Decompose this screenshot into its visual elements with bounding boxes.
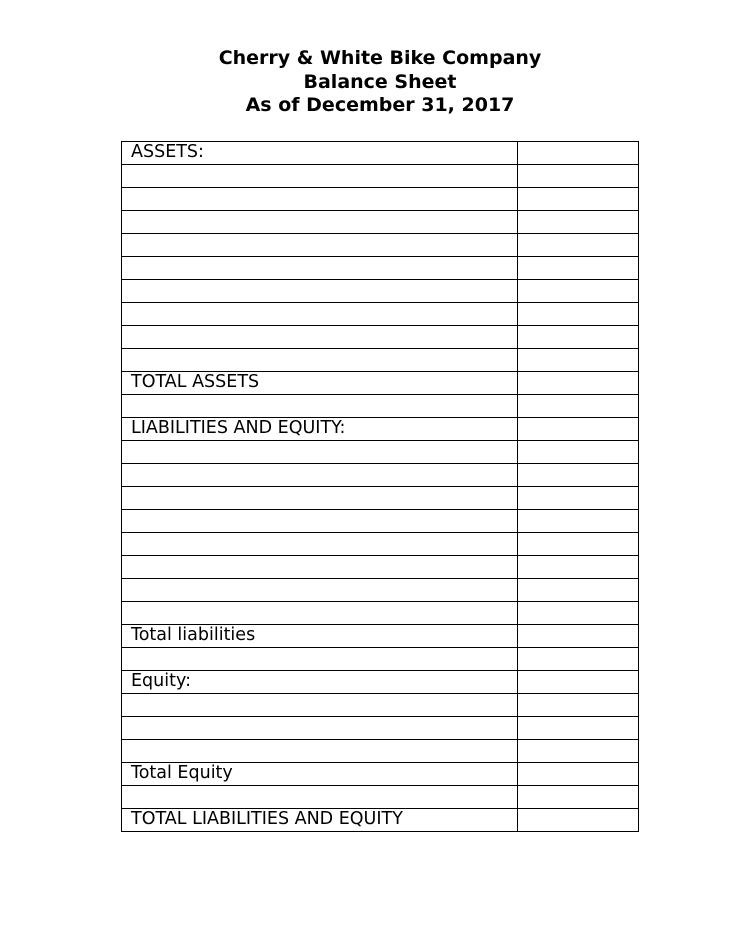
row-label: LIABILITIES AND EQUITY:	[122, 418, 518, 441]
row-amount	[518, 395, 639, 418]
row-amount	[518, 556, 639, 579]
row-amount	[518, 211, 639, 234]
table-row	[122, 786, 639, 809]
row-amount	[518, 763, 639, 786]
row-amount	[518, 809, 639, 832]
row-label	[122, 556, 518, 579]
row-amount	[518, 786, 639, 809]
table-row	[122, 372, 639, 395]
row-amount	[518, 280, 639, 303]
row-label	[122, 717, 518, 740]
table-row	[122, 694, 639, 717]
row-label	[122, 740, 518, 763]
row-label	[122, 395, 518, 418]
row-amount	[518, 142, 639, 165]
table-row	[122, 533, 639, 556]
row-label	[122, 257, 518, 280]
row-label: Total Equity	[122, 763, 518, 786]
table-row	[122, 763, 639, 786]
row-amount	[518, 303, 639, 326]
table-row	[122, 717, 639, 740]
row-label	[122, 326, 518, 349]
row-amount	[518, 372, 639, 395]
table-row	[122, 303, 639, 326]
table-row	[122, 602, 639, 625]
statement-heading	[0, 47, 751, 118]
row-label	[122, 165, 518, 188]
row-label	[122, 533, 518, 556]
row-label: ASSETS:	[122, 142, 518, 165]
row-amount	[518, 188, 639, 211]
table-row	[122, 487, 639, 510]
row-amount	[518, 717, 639, 740]
row-amount	[518, 579, 639, 602]
row-label	[122, 211, 518, 234]
company-name: Cherry & White Bike Company	[218, 47, 542, 69]
row-amount	[518, 418, 639, 441]
table-row	[122, 556, 639, 579]
row-label	[122, 303, 518, 326]
table-row	[122, 648, 639, 671]
balance-sheet-table	[121, 141, 639, 832]
table-row	[122, 625, 639, 648]
row-label	[122, 786, 518, 809]
row-label	[122, 510, 518, 533]
row-label	[122, 188, 518, 211]
row-label	[122, 441, 518, 464]
row-label	[122, 602, 518, 625]
table-row	[122, 234, 639, 257]
table-row	[122, 510, 639, 533]
row-label	[122, 464, 518, 487]
table-row	[122, 142, 639, 165]
table-row	[122, 418, 639, 441]
row-label: Equity:	[122, 671, 518, 694]
table-row	[122, 165, 639, 188]
row-label	[122, 579, 518, 602]
row-amount	[518, 257, 639, 280]
table-row	[122, 257, 639, 280]
table-row	[122, 464, 639, 487]
table-row	[122, 579, 639, 602]
row-amount	[518, 671, 639, 694]
row-amount	[518, 694, 639, 717]
row-amount	[518, 234, 639, 257]
row-label	[122, 280, 518, 303]
row-label	[122, 694, 518, 717]
row-label	[122, 349, 518, 372]
row-amount	[518, 349, 639, 372]
statement-title: Balance Sheet	[303, 70, 457, 93]
row-amount	[518, 510, 639, 533]
statement-date: As of December 31, 2017	[245, 94, 515, 116]
row-amount	[518, 464, 639, 487]
row-amount	[518, 165, 639, 188]
table-row	[122, 671, 639, 694]
table-row	[122, 349, 639, 372]
row-amount	[518, 533, 639, 556]
table-row	[122, 280, 639, 303]
balance-sheet-body	[122, 142, 639, 832]
table-row	[122, 326, 639, 349]
row-label	[122, 487, 518, 510]
row-amount	[518, 487, 639, 510]
table-row	[122, 211, 639, 234]
row-label: TOTAL LIABILITIES AND EQUITY	[122, 809, 518, 832]
row-label: TOTAL ASSETS	[122, 372, 518, 395]
row-label: Total liabilities	[122, 625, 518, 648]
table-row	[122, 395, 639, 418]
row-amount	[518, 740, 639, 763]
row-label	[122, 234, 518, 257]
row-amount	[518, 326, 639, 349]
row-amount	[518, 441, 639, 464]
row-amount	[518, 648, 639, 671]
row-amount	[518, 625, 639, 648]
row-amount	[518, 602, 639, 625]
table-row	[122, 441, 639, 464]
row-label	[122, 648, 518, 671]
table-row	[122, 809, 639, 832]
table-row	[122, 188, 639, 211]
table-row	[122, 740, 639, 763]
